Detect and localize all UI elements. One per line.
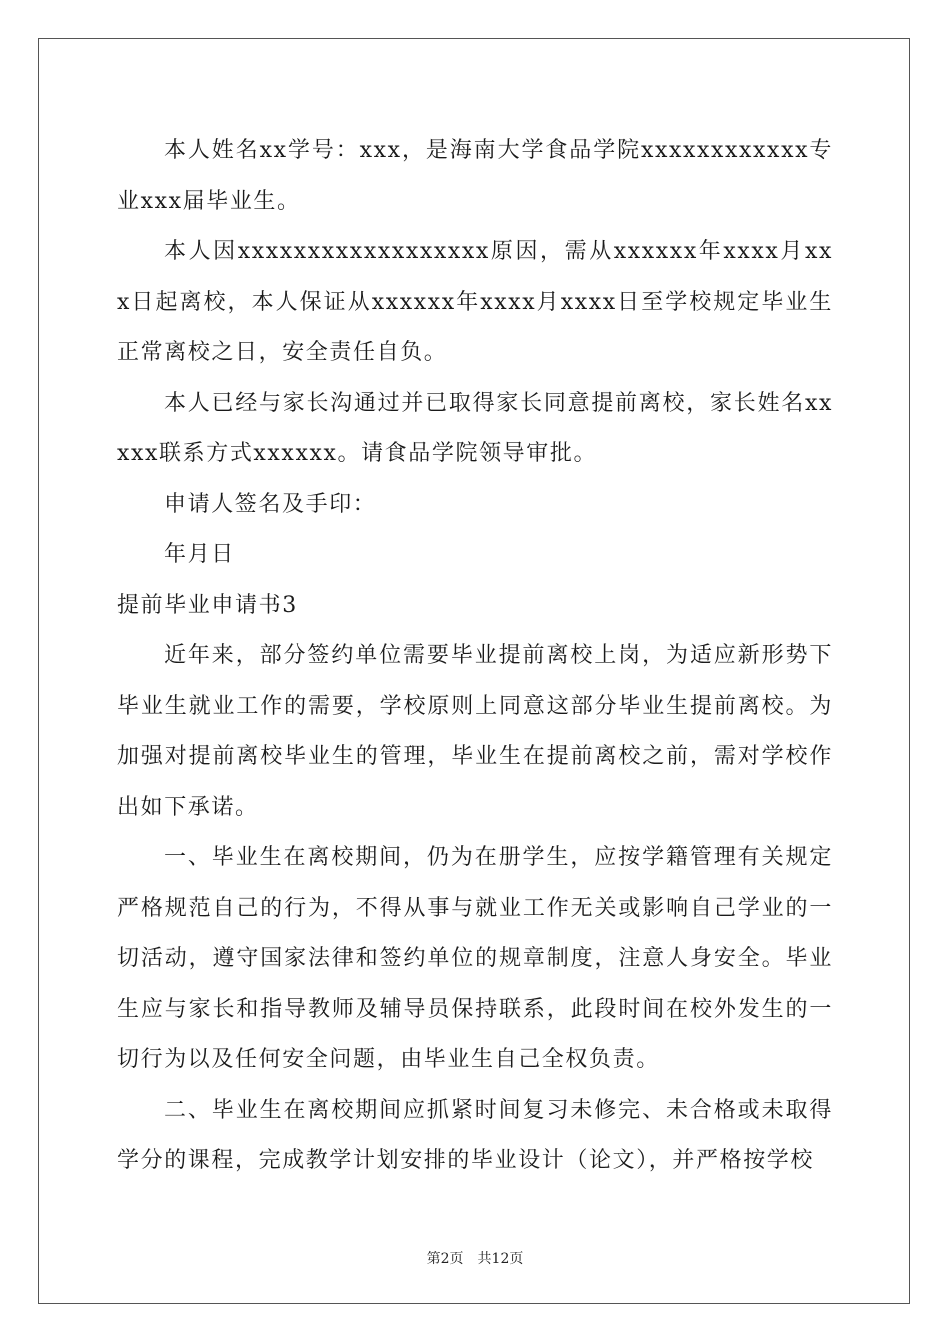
page-total: 共12页 <box>477 1251 524 1267</box>
page-number: 第2页 <box>426 1251 464 1267</box>
date-line: 年月日 <box>164 542 235 567</box>
document-body <box>117 126 833 1187</box>
paragraph-parent-consent: 本人已经与家长沟通过并已取得家长同意提前离校，家长姓名xxxxx联系方式xxxxxx。请食品学院领导审批。 <box>117 390 833 466</box>
paragraph-intro: 近年来，部分签约单位需要毕业提前离校上岗，为适应新形势下毕业生就业工作的需要，学校原则上同意这部分毕业生提前离校。为加强对提前离校毕业生的管理，毕业生在提前离校之前，需对学校作出如下承诺。 <box>117 643 833 820</box>
signature-line: 申请人签名及手印： <box>164 491 377 517</box>
paragraph-leave-reason: 本人因xxxxxxxxxxxxxxxxxx原因，需从xxxxxx年xxxx月xxx日起离校，本人保证从xxxxxx年xxxx月xxxx日至学校规定毕业生正常离校之日，安全责任自负。 <box>117 239 833 365</box>
section-heading: 提前毕业申请书3 <box>117 592 298 618</box>
paragraph-student-info: 本人姓名xx学号：xxx，是海南大学食品学院xxxxxxxxxxxx专业xxx届毕业生。 <box>117 138 833 214</box>
paragraph-commitment-1: 一、毕业生在离校期间，仍为在册学生，应按学籍管理有关规定严格规范自己的行为，不得从事与就业工作无关或影响自己学业的一切活动，遵守国家法律和签约单位的规章制度，注意人身安全。毕业生应与家长和指导教师及辅导员保持联系，此段时间在校外发生的一切行为以及任何安全问题，由毕业生自己全权负责。 <box>117 845 833 1072</box>
paragraph-commitment-2: 二、毕业生在离校期间应抓紧时间复习未修完、未合格或未取得学分的课程，完成教学计划安排的毕业设计（论文），并严格按学校 <box>117 1097 833 1173</box>
page-footer <box>0 1248 950 1268</box>
